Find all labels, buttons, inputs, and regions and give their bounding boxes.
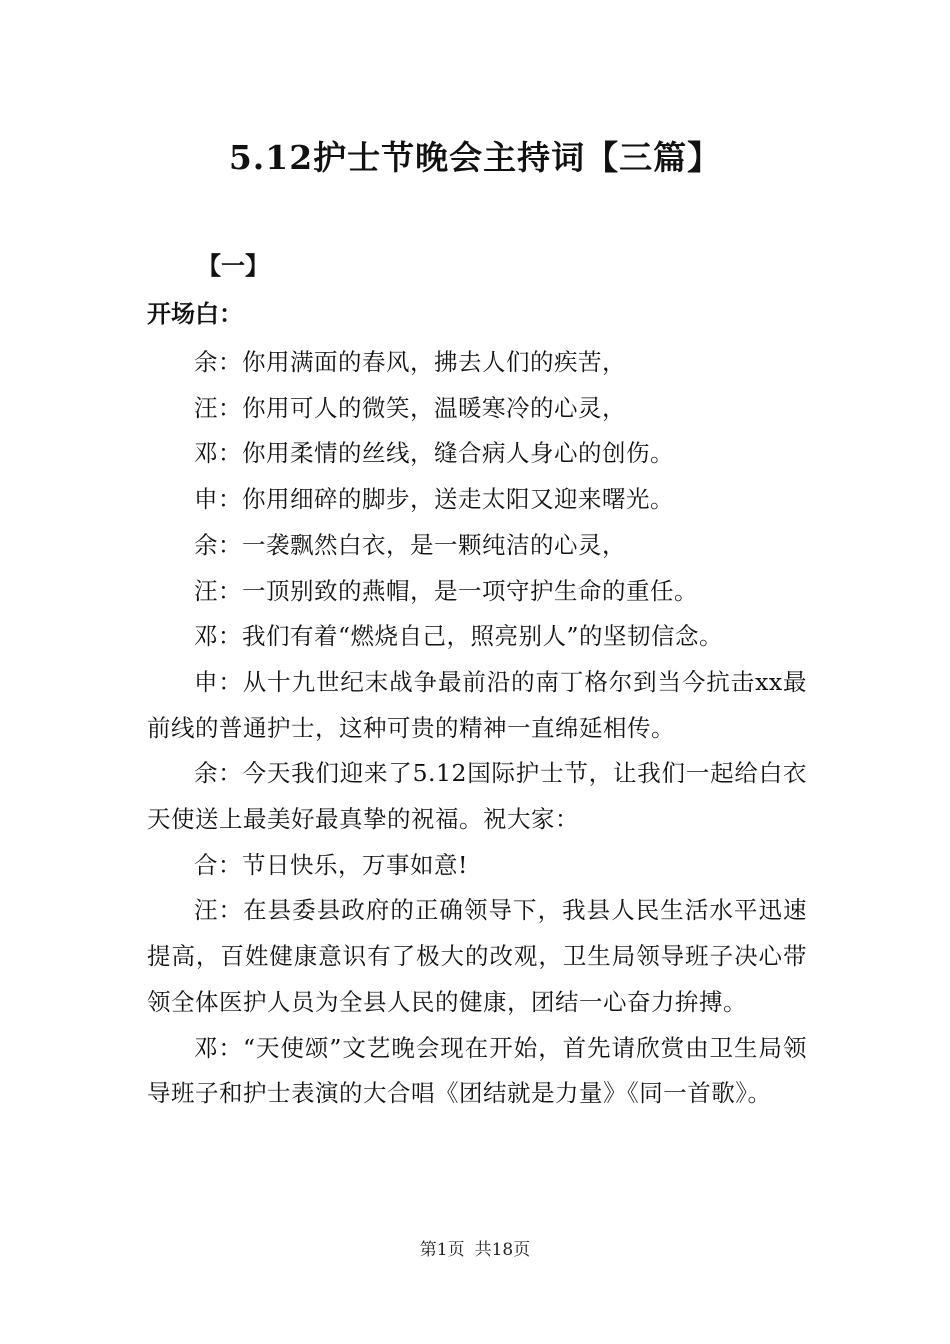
paragraph: 汪：你用可人的微笑，温暖寒冷的心灵，: [194, 393, 626, 422]
paragraph: 邓：你用柔情的丝线，缝合病人身心的创伤。: [194, 439, 674, 468]
paragraph: 余：你用满面的春风，拂去人们的疾苦，: [194, 348, 626, 376]
body-text: [147, 340, 807, 1117]
page-title: 5.12护士节晚会主持词【三篇】: [228, 138, 722, 177]
page-number: 第1页: [419, 1240, 465, 1260]
paragraph: 申：从十九世纪末战争最前沿的南丁格尔到当今抗击xx最前线的普通护士，这种可贵的精神一直绵延相传。: [147, 667, 807, 742]
paragraph: 邓：我们有着“燃烧自己，照亮别人”的坚韧信念。: [194, 622, 724, 651]
paragraph: 汪：在县委县政府的正确领导下，我县人民生活水平迅速提高，百姓健康意识有了极大的改观，卫生局领导班子决心带领全体医护人员为全县人民的健康，团结一心奋力拚搏。: [147, 896, 807, 1016]
paragraph: 汪：一顶别致的燕帽，是一项守护生命的重任。: [194, 576, 698, 605]
page-total: 共18页: [474, 1240, 531, 1260]
paragraph: 余：今天我们迎来了5.12国际护士节，让我们一起给白衣天使送上最美好最真挚的祝福。祝大家：: [147, 759, 807, 834]
page-footer: [0, 1238, 950, 1262]
section-heading: 【一】: [197, 251, 269, 280]
paragraph: 申：你用细碎的脚步，送走太阳又迎来曙光。: [194, 485, 674, 514]
paragraph: 邓：“天使颂”文艺晚会现在开始，首先请欣赏由卫生局领导班子和护士表演的大合唱《团结就是力量》《同一首歌》。: [147, 1033, 807, 1108]
subheading-opening: 开场白：: [147, 299, 243, 328]
paragraph: 余：一袭飘然白衣，是一颗纯洁的心灵，: [194, 530, 626, 559]
paragraph: 合：节日快乐，万事如意!: [194, 850, 468, 879]
